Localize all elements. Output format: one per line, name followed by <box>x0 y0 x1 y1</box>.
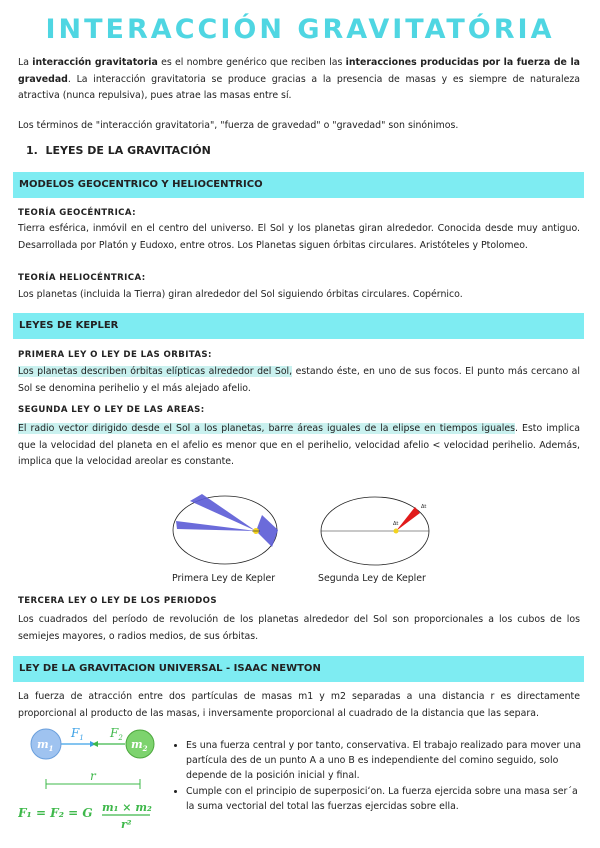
m1-label: $m_1$ <box>37 738 54 753</box>
intro-bold-term: interacciones producidas por la fuerza de la gravedad <box>18 57 580 85</box>
intro-bold-term: interacción gravitatoria <box>32 57 158 68</box>
f2-label: $F_2$ <box>110 726 123 742</box>
intro-text: es el nombre genérico que reciben las <box>157 57 346 68</box>
delta-t-label: Δt <box>421 504 427 510</box>
formula-lhs: F₁ = F₂ = G <box>18 806 93 820</box>
law3-title: TERCERA LEY O LEY DE LOS PERIODOS <box>18 596 217 606</box>
intro-text: . La interacción gravitatoria se produce gracias a la presencia de masas y es siempre de naturaleza atractiva (nunca repulsiva), pues atrae las masas entre sí. <box>18 73 580 101</box>
swept-area-red <box>396 507 420 531</box>
formula-denominator: r² <box>121 818 132 831</box>
law3-text: Los cuadrados del período de revolución de los planetas alrededor del Sol son proporcionales a los cubos de los semiejes mayores, o radios medios, de sus órbitas. <box>18 614 580 642</box>
law1-highlight: Los planetas describen órbitas elípticas alrededor del Sol, <box>18 366 293 377</box>
law2-highlight: El radio vector dirigido desde el Sol a los planetas, barre áreas iguales de la elipse en tiempos iguales <box>18 423 516 434</box>
section-title: LEYES DE LA GRAVITACIÓN <box>45 144 211 157</box>
newton-force-diagram <box>18 724 168 834</box>
newton-text: La fuerza de atracción entre dos partículas de masas m1 y m2 separadas a una distancia r es directamente proporcional al producto de las masas, i inversamente proporcional al cuadrado de la distancia que las separa. <box>18 691 580 719</box>
kepler-first-law-figure <box>160 487 290 569</box>
law1-text <box>18 364 580 397</box>
law2-title: SEGUNDA LEY O LEY DE LAS AREAS: <box>18 405 205 415</box>
law2-rest: . Esto implica que la velocidad del planeta en el afelio es menor que en el perihelio, velocidad afelio < velocidad perihelio. Además, implica que la velocidad areolar es constante. <box>18 423 580 467</box>
page-title: INTERACCIÓN GRAVITATÓRIA <box>45 14 555 45</box>
bullet-list <box>172 738 584 814</box>
delta-t-label: Δt <box>393 521 399 527</box>
band-newton: LEY DE LA GRAVITACION UNIVERSAL - ISAAC NEWTON <box>13 656 584 682</box>
bullet-item: • Es una fuerza central y por tanto, conservativa. El trabajo realizado para mover una partícula des de un punto A a uno B es independiente del comino seguido, solo depende de la posición inicial y final. <box>186 738 584 784</box>
helio-title: TEORÍA HELIOCÉNTRICA: <box>18 273 146 283</box>
law1-rest: estando éste, en uno de sus focos. El punto más cercano al Sol se denomina perihelio y el más alejado afelio. <box>18 366 580 394</box>
intro-paragraph <box>18 55 580 105</box>
geo-title: TEORÍA GEOCÉNTRICA: <box>18 208 136 218</box>
law2-text <box>18 421 580 471</box>
newton-bullets <box>172 738 584 814</box>
geo-text: Tierra esférica, inmóvil en el centro del universo. El Sol y los planetas giran alrededor. Conocida desde muy antiguo. Desarrollada por Platón y Eudoxo, entre otros. Los Planetas siguen órbitas circulares. Aristóteles y Ptolomeo. <box>18 223 580 251</box>
intro-text: La <box>18 57 33 68</box>
r-label: r <box>90 769 96 783</box>
formula-numerator: m₁ × m₂ <box>102 801 152 814</box>
fig1-caption: Primera Ley de Kepler <box>172 573 276 584</box>
sun-icon <box>394 529 399 534</box>
f1-label: $F_1$ <box>71 726 84 742</box>
synonyms-paragraph: Los términos de "interacción gravitatoria", "fuerza de gravedad" o "gravedad" son sinónimos. <box>18 120 459 131</box>
band-kepler: LEYES DE KEPLER <box>13 313 584 339</box>
law1-title: PRIMERA LEY O LEY DE LAS ORBITAS: <box>18 350 212 360</box>
bullet-item: • Cumple con el principio de superposiciʻon. La fuerza ejercida sobre una masa ser´a la suma vectorial del total las fuerzas ejercidas sobre ella. <box>186 784 584 814</box>
helio-text: Los planetas (incluida la Tierra) giran alrededor del Sol siguiendo órbitas circulares. Copérnico. <box>18 289 463 300</box>
swept-area-2 <box>176 521 256 531</box>
section-number: 1. <box>26 144 38 157</box>
section-heading <box>26 144 211 157</box>
fig2-caption: Segunda Ley de Kepler <box>318 573 426 584</box>
kepler-second-law-figure <box>317 487 437 569</box>
band-models: MODELOS GEOCENTRICO Y HELIOCENTRICO <box>13 172 584 198</box>
m2-label: $m_2$ <box>131 738 148 753</box>
